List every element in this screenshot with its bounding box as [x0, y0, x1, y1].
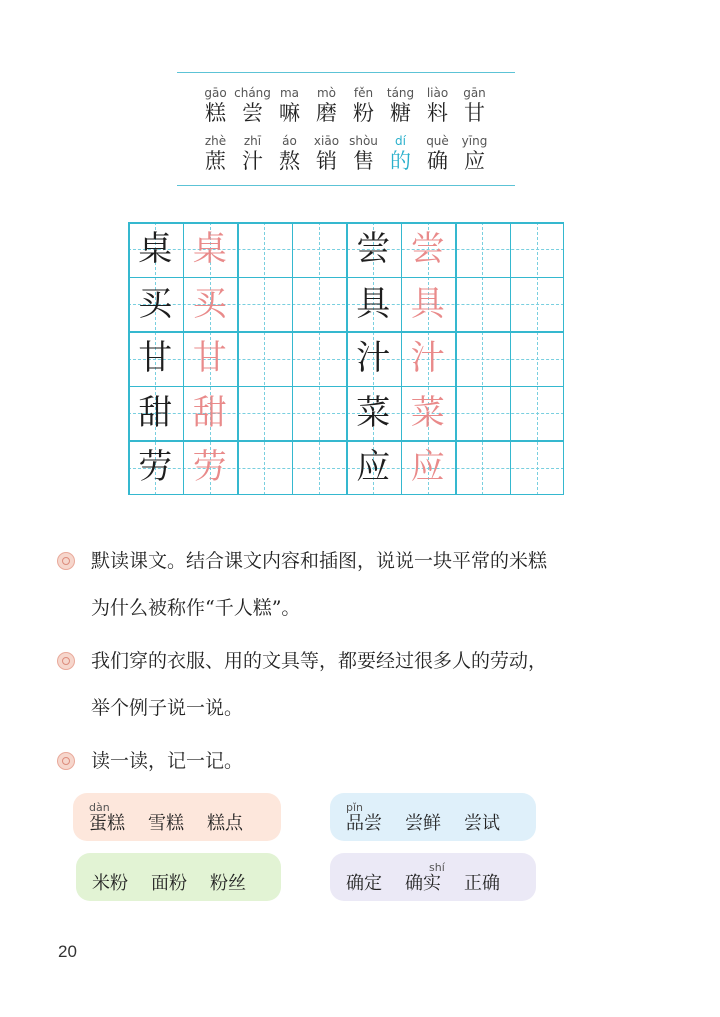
new-characters-row-1: [197, 85, 493, 125]
word: [346, 871, 382, 897]
grid-line: [292, 222, 294, 495]
word-text: 蛋糕: [89, 813, 125, 834]
exercise-text-line: 读一读，记一记。: [91, 750, 244, 772]
hanzi: 嘛: [279, 101, 300, 125]
hanzi: 料: [427, 101, 448, 125]
char-cell: [271, 85, 308, 125]
word: [148, 811, 184, 837]
grid-character-model: 尝: [356, 229, 391, 269]
pinyin: dí: [395, 134, 406, 148]
char-cell-highlighted: [382, 133, 419, 173]
grid-line: [563, 222, 565, 495]
grid-character-model: 汁: [356, 338, 391, 379]
word-text: 雪糕: [148, 813, 184, 834]
pinyin: shòu: [349, 134, 378, 148]
word: [151, 871, 187, 897]
hanzi: 磨: [316, 101, 337, 125]
word-text: 尝试: [464, 813, 500, 834]
pinyin: zhī: [243, 134, 262, 148]
grid-line: [510, 222, 512, 495]
word-group-blue: [330, 793, 536, 841]
exercise-text-line: 举个例子说一说。: [91, 697, 244, 719]
pinyin: fěn: [353, 86, 374, 100]
word-group-lavender: [330, 853, 536, 901]
hanzi: 汁: [242, 149, 263, 173]
char-cell: [197, 133, 234, 173]
pinyin: què: [426, 134, 449, 148]
word: [464, 811, 500, 837]
hanzi: 的: [390, 149, 411, 173]
grid-line: [237, 222, 239, 495]
pinyin-annotation: dàn: [89, 801, 110, 814]
exercise-bullet-icon: [57, 752, 75, 770]
word: [207, 811, 243, 837]
grid-character-trace: 菜: [410, 392, 445, 433]
word: [210, 871, 246, 897]
grid-character-trace: 应: [410, 447, 445, 488]
hanzi: 尝: [242, 101, 263, 125]
hanzi: 确: [427, 149, 448, 173]
word: [405, 811, 441, 837]
grid-character-trace: 桌: [192, 229, 227, 269]
char-cell: [456, 85, 493, 125]
word-text: 尝鲜: [405, 813, 441, 834]
grid-character-trace: 汁: [410, 338, 445, 379]
hanzi: 糕: [205, 101, 226, 125]
exercise-text-line: 我们穿的衣服、用的文具等，都要经过很多人的劳动，: [91, 650, 548, 672]
word-group-peach: [73, 793, 281, 841]
char-cell: [419, 85, 456, 125]
word: [89, 801, 125, 837]
exercise-text-line: 为什么被称作“千人糕”。: [91, 597, 301, 619]
exercise-bullet-icon: [57, 652, 75, 670]
hanzi: 应: [464, 149, 485, 173]
char-cell: [419, 133, 456, 173]
pinyin: gān: [463, 86, 486, 100]
word-text: 品尝: [346, 813, 382, 834]
word-text: 糕点: [207, 813, 243, 834]
word-text: 粉丝: [210, 873, 246, 894]
char-cell: [456, 133, 493, 173]
grid-character-model: 甘: [138, 338, 173, 379]
word: [92, 871, 128, 897]
grid-character-model: 甜: [138, 392, 173, 433]
writing-practice-grid: [128, 222, 564, 495]
char-cell: [345, 85, 382, 125]
word: [346, 801, 382, 837]
char-cell: [345, 133, 382, 173]
word-text: 面粉: [151, 873, 187, 894]
grid-character-model: 桌: [138, 229, 173, 269]
new-characters-row-2: [197, 133, 493, 173]
grid-character-trace: 劳: [192, 447, 227, 488]
hanzi: 销: [316, 149, 337, 173]
pinyin: táng: [386, 86, 415, 100]
hanzi: 粉: [353, 101, 374, 125]
word-group-green: [76, 853, 281, 901]
char-cell: [234, 85, 271, 125]
grid-character-trace: 甜: [192, 392, 227, 433]
grid-character-trace: 买: [192, 283, 227, 324]
word-text: 正确: [464, 873, 500, 894]
pinyin: liào: [426, 86, 449, 100]
hanzi: 糖: [390, 101, 411, 125]
char-cell: [382, 85, 419, 125]
hanzi: 甘: [464, 101, 485, 125]
pinyin: ma: [279, 86, 300, 100]
word-text: 米粉: [92, 873, 128, 894]
pinyin: xiāo: [313, 134, 340, 148]
pinyin: yīng: [461, 134, 488, 148]
hanzi: 蔗: [205, 149, 226, 173]
pinyin: gāo: [204, 86, 227, 100]
grid-character-model: 菜: [356, 392, 391, 433]
word: [464, 871, 500, 897]
grid-line: [455, 222, 457, 495]
pinyin-annotation: shí: [429, 861, 445, 874]
page-number: 20: [58, 942, 77, 961]
exercise-bullet-icon: [57, 552, 75, 570]
char-cell: [271, 133, 308, 173]
word-text: 确实: [405, 873, 441, 894]
hanzi: 售: [353, 149, 374, 173]
word: [405, 861, 445, 897]
grid-character-trace: 具: [410, 283, 445, 324]
pinyin: áo: [282, 134, 297, 148]
char-cell: [308, 133, 345, 173]
char-cell: [234, 133, 271, 173]
grid-character-model: 买: [138, 283, 173, 324]
exercise-text-line: 默读课文。结合课文内容和插图，说说一块平常的米糕: [91, 550, 548, 572]
grid-character-trace: 尝: [410, 229, 445, 269]
grid-character-trace: 甘: [192, 338, 227, 379]
pinyin: cháng: [234, 86, 271, 100]
grid-character-model: 应: [356, 447, 391, 488]
pinyin: zhè: [204, 134, 227, 148]
word-text: 确定: [346, 873, 382, 894]
char-cell: [308, 85, 345, 125]
pinyin: mò: [316, 86, 337, 100]
grid-character-model: 具: [356, 283, 391, 324]
grid-character-model: 劳: [138, 447, 173, 488]
hanzi: 熬: [279, 149, 300, 173]
char-cell: [197, 85, 234, 125]
pinyin-annotation: pǐn: [346, 801, 364, 814]
new-characters-box: [177, 72, 515, 186]
